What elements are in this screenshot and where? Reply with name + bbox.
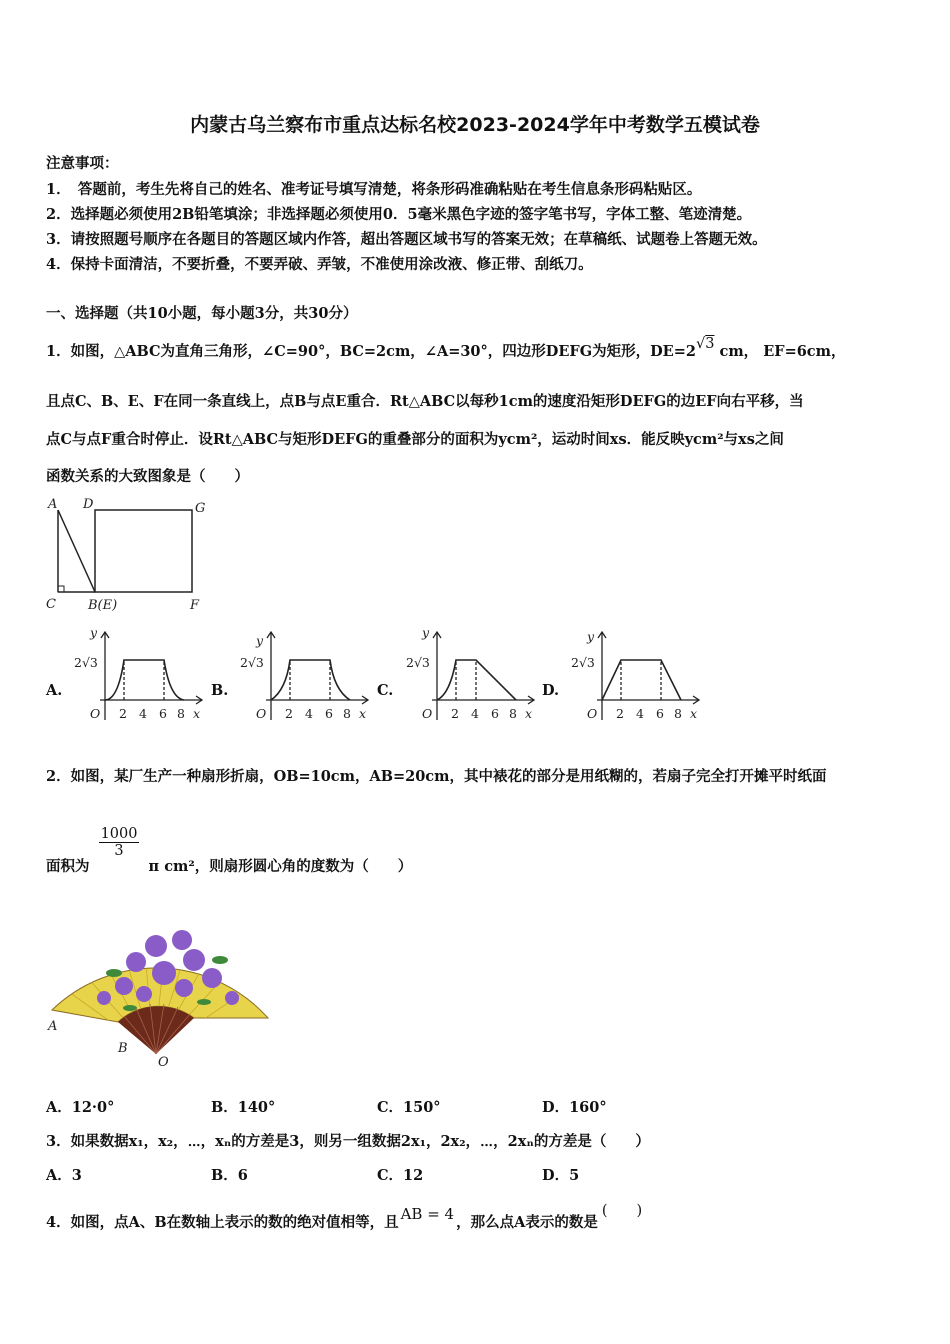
fraction-numerator: 1000 — [100, 826, 138, 842]
graph-c-origin: O — [422, 706, 433, 721]
graph-d-tick-4: 4 — [636, 706, 644, 721]
q3-option-d[interactable]: D．5 — [542, 1167, 580, 1184]
graph-b-x-label: x — [359, 706, 367, 721]
q2-option-d[interactable]: D．160° — [542, 1099, 607, 1116]
graph-d-tick-6: 6 — [656, 706, 664, 721]
sqrt-symbol: √3 — [695, 336, 715, 352]
graph-c-x-label: x — [525, 706, 533, 721]
q2-option-a[interactable]: A．12·0° — [46, 1099, 115, 1116]
triangle-hypotenuse — [58, 510, 95, 592]
q2-option-b[interactable]: B．140° — [211, 1099, 276, 1116]
label-d: D — [83, 497, 94, 512]
q4-post: ，那么点A表示的数是 — [456, 1214, 598, 1231]
notice-item-4: 4．保持卡面清洁，不要折叠，不要弄破、弄皱，不准使用涂改液、修正带、刮纸刀。 — [46, 256, 593, 273]
graph-c-peak-label: 2√3 — [406, 655, 430, 670]
graph-d-peak-label: 2√3 — [571, 655, 595, 670]
notice-item-1: 1． 答题前，考生先将自己的姓名、准考证号填写清楚，将条形码准确粘贴在考生信息条形码粘贴区。 — [46, 181, 702, 198]
notice-item-2: 2．选择题必须使用2B铅笔填涂；非选择题必须使用0．5毫米黑色字迹的签字笔书写，字体工整、笔迹清楚。 — [46, 206, 752, 223]
graph-d-tick-2: 2 — [616, 706, 624, 721]
graph-c-tick-4: 4 — [471, 706, 479, 721]
q1-line1 — [46, 336, 846, 361]
graph-b-tick-6: 6 — [325, 706, 333, 721]
graph-b-y-label: y — [256, 633, 264, 648]
graph-a-tick-4: 4 — [139, 706, 147, 721]
graph-a-origin: O — [90, 706, 101, 721]
fraction-1000-3 — [99, 826, 140, 859]
q3-option-c[interactable]: C．12 — [377, 1167, 424, 1184]
q1-option-d[interactable]: D. — [542, 682, 560, 699]
notice-heading: 注意事项： — [46, 155, 119, 172]
graph-d-tick-8: 8 — [674, 706, 682, 721]
graph-c-tick-8: 8 — [509, 706, 517, 721]
label-a: A — [48, 497, 58, 512]
q1-option-c[interactable]: C. — [377, 682, 394, 699]
graph-c-tick-2: 2 — [451, 706, 459, 721]
graph-d-x-label: x — [690, 706, 698, 721]
q1-line2: 且点C、B、E、F在同一条直线上，点B与点E重合．Rt△ABC以每秒1cm的速度沿矩形DEFG的边EF向右平移，当 — [46, 393, 804, 410]
notice-item-3: 3．请按照题号顺序在各题目的答题区域内作答，超出答题区域书写的答案无效；在草稿纸、试题卷上答题无效。 — [46, 231, 767, 248]
q1-option-b[interactable]: B. — [211, 682, 229, 699]
rectangle-defg — [95, 510, 192, 592]
right-angle-mark — [58, 586, 64, 592]
q4-answer-paren: ( ) — [601, 1203, 643, 1219]
q1-figure — [44, 496, 214, 618]
sqrt-arg: 3 — [705, 336, 715, 352]
q2-area-line — [46, 826, 413, 875]
q3-option-a[interactable]: A．3 — [46, 1167, 82, 1184]
graph-c-y-label: y — [422, 625, 430, 640]
fraction-denominator: 3 — [114, 843, 124, 859]
graph-d-origin: O — [587, 706, 598, 721]
q2-line1: 2．如图，某厂生产一种扇形折扇，OB=10cm，AB=20cm，其中裱花的部分是用纸糊的，若扇子完全打开摊平时纸面 — [46, 768, 827, 785]
graph-b-tick-8: 8 — [343, 706, 351, 721]
label-be: B(E) — [88, 598, 118, 613]
graph-a — [70, 620, 210, 732]
fan-label-o: O — [158, 1055, 169, 1068]
label-g: G — [195, 501, 206, 516]
graph-a-x-label: x — [193, 706, 201, 721]
graph-c-tick-6: 6 — [491, 706, 499, 721]
graph-a-y-label: y — [90, 625, 98, 640]
q3-text: 3．如果数据x₁，x₂，⋯，xₙ的方差是3，则另一组数据2x₁，2x₂，⋯，2xₙ的方差是（ ） — [46, 1133, 650, 1150]
graph-a-peak-label: 2√3 — [74, 655, 98, 670]
q4-pre: 4．如图，点A、B在数轴上表示的数的绝对值相等，且 — [46, 1214, 399, 1231]
q1-option-a[interactable]: A. — [46, 682, 63, 699]
q2-option-c[interactable]: C．150° — [377, 1099, 441, 1116]
fan-figure — [44, 918, 274, 1068]
q1-line4: 函数关系的大致图象是（ ） — [46, 468, 249, 485]
q2-area-post: π cm²，则扇形圆心角的度数为（ ） — [148, 857, 413, 875]
graph-d-y-label: y — [587, 629, 595, 644]
graph-a-tick-6: 6 — [159, 706, 167, 721]
fan-label-a: A — [48, 1019, 58, 1034]
q3-option-b[interactable]: B．6 — [211, 1167, 248, 1184]
q1-line1-post: cm， EF=6cm， — [719, 343, 846, 360]
q2-area-pre: 面积为 — [46, 857, 90, 875]
label-c: C — [46, 597, 56, 612]
page-title: 内蒙古乌兰察布市重点达标名校2023-2024学年中考数学五模试卷 — [190, 114, 760, 136]
graph-b-peak-label: 2√3 — [240, 655, 264, 670]
graph-b-tick-2: 2 — [285, 706, 293, 721]
q4-line — [46, 1203, 643, 1232]
fan-label-b: B — [118, 1041, 128, 1056]
q1-line3: 点C与点F重合时停止．设Rt△ABC与矩形DEFG的重叠部分的面积为ycm²，运动时间xs．能反映ycm²与xs之间 — [46, 431, 784, 448]
graph-b-origin: O — [256, 706, 267, 721]
graph-c — [402, 620, 542, 732]
section-heading: 一、选择题（共10小题，每小题3分，共30分） — [46, 305, 358, 322]
graph-a-tick-8: 8 — [177, 706, 185, 721]
graph-d — [567, 620, 707, 732]
q4-math-ab: AB = 4 — [400, 1205, 455, 1223]
graph-a-tick-2: 2 — [119, 706, 127, 721]
graph-b-tick-4: 4 — [305, 706, 313, 721]
graph-b — [236, 620, 376, 732]
q1-line1-pre: 1．如图，△ABC为直角三角形，∠C=90°，BC=2cm，∠A=30°，四边形DEFG为矩形，DE=2 — [46, 343, 696, 360]
label-f: F — [190, 598, 200, 613]
